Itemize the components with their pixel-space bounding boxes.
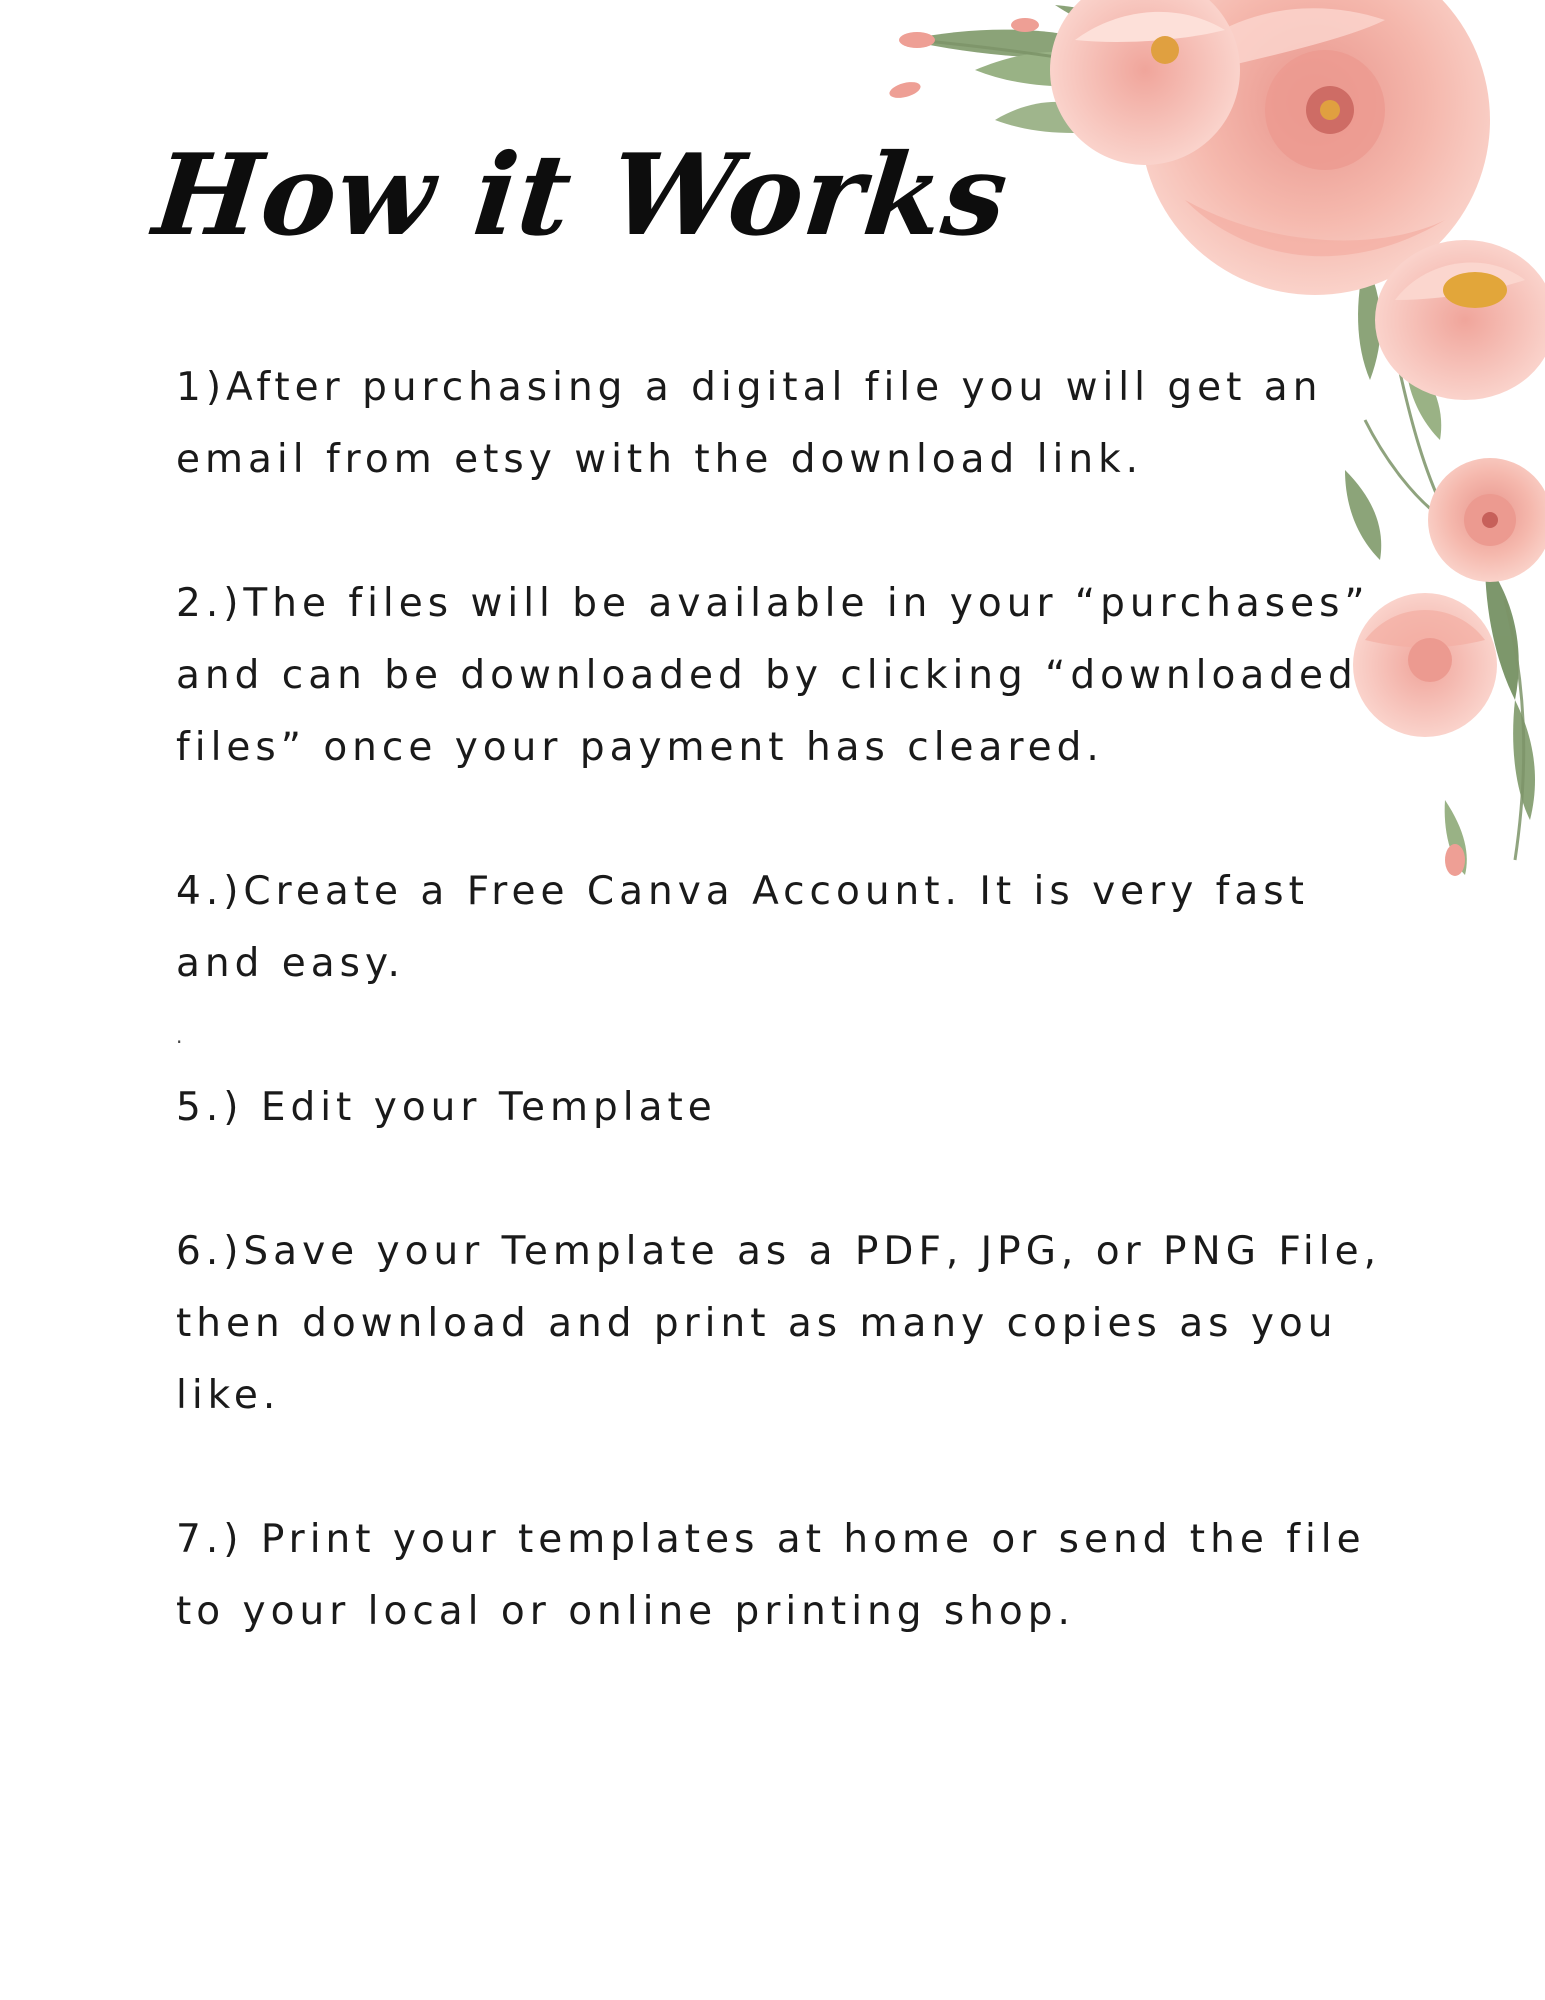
step-1: 1)After purchasing a digital file you will get an email from etsy with the download link.: [176, 365, 1323, 482]
step-4: 4.)Create a Free Canva Account. It is very fast and easy.: [176, 869, 1309, 986]
step-7: 7.) Print your templates at home or send the file to your local or online printing shop.: [176, 1517, 1366, 1634]
page-title: How it Works: [148, 130, 1015, 261]
steps-list: [176, 352, 1396, 1720]
step-2: 2.)The files will be available in your “purchases” and can be downloaded by clicking “downloaded files” once your payment has cleared.: [176, 581, 1370, 770]
rose-small-mid: [1428, 458, 1545, 582]
step-6: 6.)Save your Template as a PDF, JPG, or PNG File, then download and print as many copies as you like.: [176, 1229, 1381, 1418]
separator-dot: .: [176, 1024, 188, 1048]
step-5: 5.) Edit your Template: [176, 1085, 717, 1130]
